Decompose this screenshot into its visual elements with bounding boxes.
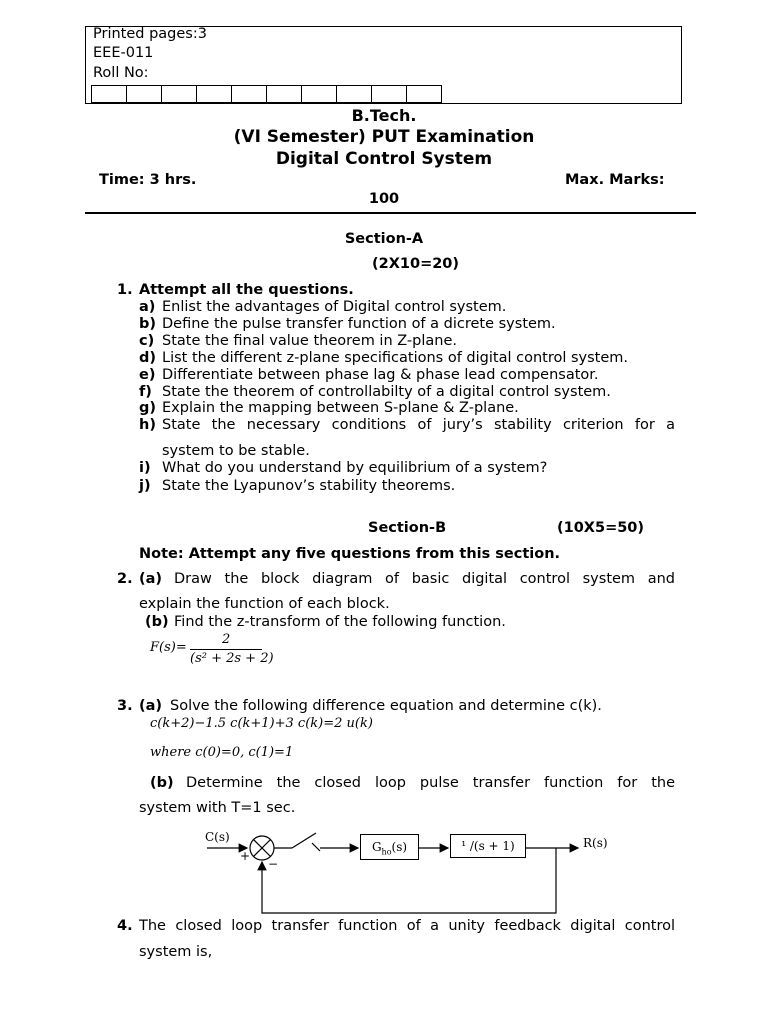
q4-text: The closed loop transfer function of a unity feedback digital control	[139, 918, 675, 934]
paper-code: EEE-011	[93, 45, 154, 61]
q1-item-label: g)	[139, 400, 157, 416]
printed-pages: Printed pages:3	[93, 26, 207, 42]
q1-item-label: e)	[139, 367, 156, 383]
q1-item-label: c)	[139, 333, 155, 349]
q3b-continuation: system with T=1 sec.	[139, 800, 296, 816]
q2-formula-lhs: F(s)=	[150, 640, 187, 655]
block1-tail: (s)	[391, 840, 408, 854]
section-a-heading: Section-A	[344, 231, 424, 247]
q2a-label: (a)	[139, 571, 163, 587]
block1-subscript: ho	[381, 847, 392, 857]
q1-item-text: List the different z-plane specifications of digital control system.	[162, 350, 629, 366]
q3-equation: c(k+2)−1.5 c(k+1)+3 c(k)=2 u(k)	[150, 716, 373, 731]
q3-initial-conditions: where c(0)=0, c(1)=1	[150, 745, 294, 760]
q1-item-text: Explain the mapping between S-plane & Z-plane.	[162, 400, 519, 416]
q1-item-text: State the final value theorem in Z-plane.	[162, 333, 457, 349]
q2-number: 2.	[117, 571, 133, 587]
plus-sign: +	[240, 849, 251, 863]
diagram-output-label: R(s)	[583, 836, 608, 850]
q1-item-text: What do you understand by equilibrium of a system?	[162, 460, 548, 476]
q1-item-label: i)	[139, 460, 151, 476]
q2a-text: Draw the block diagram of basic digital control system and	[174, 571, 675, 587]
q1-item-label: h)	[139, 417, 156, 433]
q1-item-label: b)	[139, 316, 157, 332]
q1-item-text: State the Lyapunov’s stability theorems.	[162, 478, 456, 494]
q2a-continuation: explain the function of each block.	[139, 596, 390, 612]
q1-item-text: Define the pulse transfer function of a dicrete system.	[162, 316, 556, 332]
max-marks-label: Max. Marks:	[565, 172, 665, 188]
sampler-switch	[292, 833, 316, 848]
q3a-label: (a)	[139, 698, 163, 714]
q4-number: 4.	[117, 918, 133, 934]
q1-number: 1.	[117, 282, 133, 298]
q1-item-label: a)	[139, 299, 156, 315]
roll-no-label: Roll No:	[93, 65, 149, 81]
q2-formula-numerator: 2	[222, 632, 231, 647]
max-marks-value: 100	[368, 191, 400, 207]
q1-item-text: Differentiate between phase lag & phase lead compensator.	[162, 367, 599, 383]
q1-item-text: State the necessary conditions of jury’s stability criterion for a	[162, 417, 675, 433]
section-b-heading: Section-B	[368, 520, 447, 536]
q2-formula-denominator: (s² + 2s + 2)	[190, 651, 274, 666]
zero-order-hold-block	[360, 834, 419, 860]
time-label: Time: 3 hrs.	[99, 172, 197, 188]
degree-title: B.Tech.	[351, 106, 417, 125]
section-b-marks: (10X5=50)	[557, 520, 645, 536]
block2-label: ¹ /(s + 1)	[461, 839, 515, 853]
q3b-label: (b)	[150, 775, 174, 791]
subject-title: Digital Control System	[275, 149, 493, 169]
section-b-note: Note: Attempt any five questions from this section.	[139, 546, 561, 562]
q2b-text: Find the z-transform of the following function.	[174, 614, 506, 630]
plant-block	[450, 834, 526, 858]
q1-item-continuation: system to be stable.	[162, 443, 310, 459]
exam-title: (VI Semester) PUT Examination	[233, 127, 535, 147]
q3-number: 3.	[117, 698, 133, 714]
minus-sign: −	[268, 857, 279, 871]
q1-item-text: State the theorem of controllabilty of a digital control system.	[162, 384, 611, 400]
q2b-label: (b)	[145, 614, 169, 630]
q1-item-label: f)	[139, 384, 152, 400]
q1-item-text: Enlist the advantages of Digital control system.	[162, 299, 507, 315]
q1-item-label: j)	[139, 478, 151, 494]
q4-continuation: system is,	[139, 944, 213, 960]
q1-title: Attempt all the questions.	[139, 282, 354, 298]
q3a-text: Solve the following difference equation and determine c(k).	[170, 698, 602, 714]
section-a-marks: (2X10=20)	[372, 256, 460, 272]
diagram-input-label: C(s)	[205, 830, 230, 844]
q3b-text: Determine the closed loop pulse transfer function for the	[186, 775, 675, 791]
q1-item-label: d)	[139, 350, 157, 366]
block1-label: G	[371, 840, 382, 854]
